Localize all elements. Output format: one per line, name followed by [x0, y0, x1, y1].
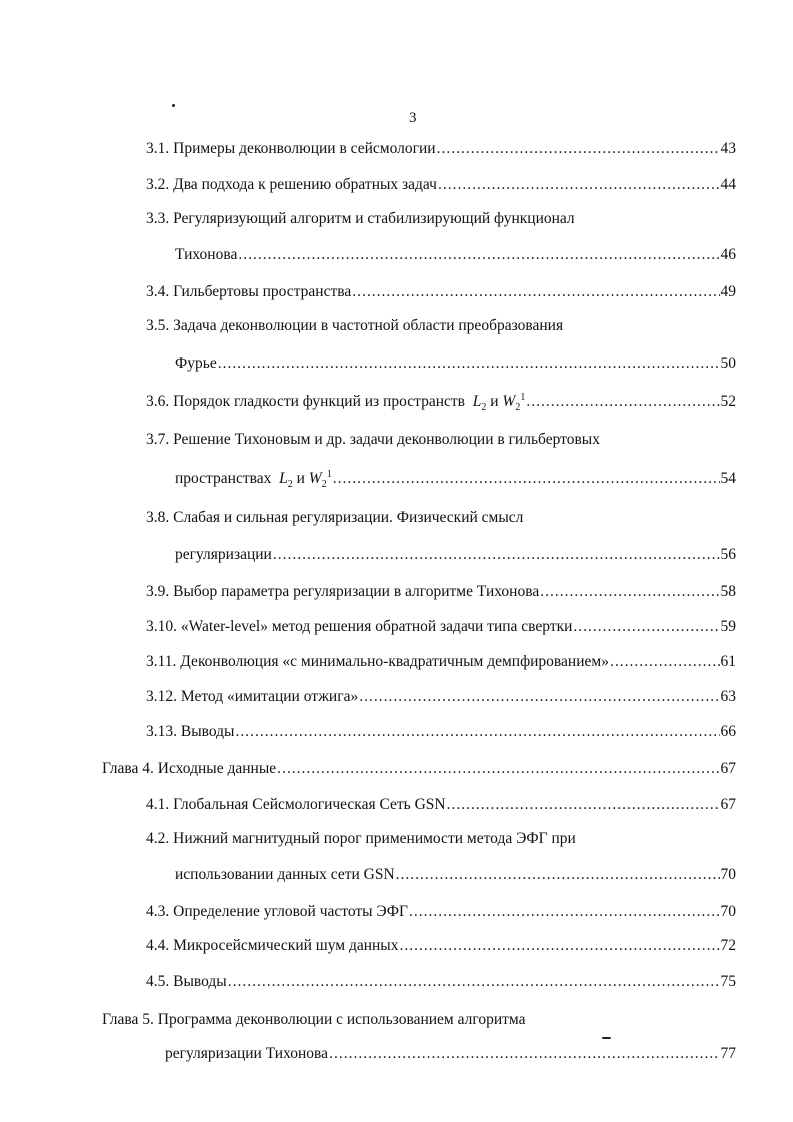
toc-entry-page: 75	[720, 973, 736, 990]
toc-entry-label: 4.1. Глобальная Сейсмологическая Сеть GSN	[146, 796, 446, 813]
leader-dots	[238, 245, 719, 265]
page-number: 3	[409, 110, 417, 126]
toc-entry	[146, 722, 736, 742]
leader-dots	[277, 759, 719, 779]
toc-entry	[146, 687, 736, 707]
toc-chapter-entry	[165, 1044, 736, 1064]
leader-dots	[333, 469, 720, 489]
toc-entry-heading	[146, 430, 600, 450]
toc-entry	[146, 936, 736, 956]
toc-entry-label: использовании данных сети GSN	[175, 866, 395, 883]
toc-entry-page: 70	[720, 903, 736, 920]
toc-entry-page: 43	[720, 140, 736, 157]
leader-dots	[228, 972, 720, 992]
toc-entry	[146, 972, 736, 992]
toc-entry-text: 3.6. Порядок гладкости функций из пространств	[146, 393, 465, 410]
toc-entry-label: 3.12. Метод «имитации отжига»	[146, 688, 359, 705]
toc-entry-label	[175, 469, 332, 489]
toc-entry-label: Глава 4. Исходные данные	[102, 760, 277, 777]
toc-entry-text: пространствах	[175, 470, 272, 487]
toc-entry-label: 4.3. Определение угловой частоты ЭФГ	[146, 903, 408, 920]
leader-dots	[329, 1044, 719, 1064]
toc-entry-heading	[146, 829, 576, 849]
toc-entry	[146, 139, 736, 159]
math-space-L2: $L_2$	[279, 470, 293, 491]
toc-entry-label: 4.4. Микросейсмический шум данных	[146, 937, 399, 954]
math-space-W21: $W_2^1$	[308, 468, 332, 491]
leader-dots	[218, 354, 720, 374]
toc-entry	[146, 282, 736, 302]
toc-entry-label: 3.11. Деконволюция «с минимально-квадратичным демпфированием»	[146, 653, 609, 670]
leader-dots	[359, 687, 719, 707]
leader-dots	[235, 722, 719, 742]
leader-dots	[409, 902, 720, 922]
toc-entry-label: 3.8. Слабая и сильная регуляризации. Физический смысл	[146, 509, 524, 526]
toc-entry-label: Глава 5. Программа деконволюции с использованием алгоритма	[102, 1011, 526, 1028]
toc-entry-label: 3.5. Задача деконволюции в частотной области преобразования	[146, 317, 564, 334]
toc-entry-label: 3.9. Выбор параметра регуляризации в алгоритме Тихонова	[146, 583, 540, 600]
leader-dots	[352, 282, 719, 302]
toc-entry-label: 3.7. Решение Тихоновым и др. задачи деконволюции в гильбертовых	[146, 431, 600, 448]
toc-entry	[175, 545, 736, 565]
toc-entry-page: 72	[720, 937, 736, 954]
math-space-W21: $W_2^1$	[502, 391, 526, 414]
toc-entry-page: 44	[720, 176, 736, 193]
toc-entry-page: 49	[720, 283, 736, 300]
leader-dots	[540, 582, 719, 602]
leader-dots	[526, 392, 719, 412]
toc-entry	[175, 245, 736, 265]
toc-entry-page: 59	[720, 618, 736, 635]
toc-entry-page: 67	[720, 796, 736, 813]
toc-entry-label: 4.5. Выводы	[146, 973, 227, 990]
toc-entry-page: 66	[720, 723, 736, 740]
toc-entry-heading	[146, 508, 523, 528]
toc-entry	[146, 795, 736, 815]
leader-dots	[438, 175, 720, 195]
toc-entry-page: 58	[720, 583, 736, 600]
toc-entry-label: 3.2. Два подхода к решению обратных задач	[146, 176, 437, 193]
toc-chapter-entry	[102, 759, 736, 779]
toc-entry-page: 63	[720, 688, 736, 705]
leader-dots	[573, 617, 719, 637]
leader-dots	[396, 865, 720, 885]
toc-chapter-heading	[102, 1010, 526, 1030]
toc-entry	[175, 354, 736, 374]
toc-entry-label: 3.10. «Water-level» метод решения обратной задачи типа свертки	[146, 618, 573, 635]
math-and: и	[490, 393, 499, 410]
toc-entry-label: 3.13. Выводы	[146, 723, 235, 740]
toc-entry-label: 3.4. Гильбертовы пространства	[146, 283, 352, 300]
toc-entry-page: 61	[720, 653, 736, 670]
toc-entry-page: 50	[720, 355, 736, 372]
leader-dots	[437, 139, 720, 159]
toc-entry-label: регуляризации	[175, 546, 272, 563]
toc-entry-label	[146, 392, 525, 412]
toc-entry	[146, 392, 736, 412]
toc-entry	[146, 902, 736, 922]
math-space-L2: $L_2$	[472, 393, 487, 414]
toc-entry-label: Фурье	[175, 355, 217, 372]
toc-entry-heading	[146, 316, 563, 336]
toc-entry-label: Тихонова	[175, 246, 238, 263]
toc-entry	[175, 469, 736, 489]
scan-speck	[602, 1037, 611, 1039]
scan-speck	[172, 104, 175, 107]
toc-entry-page: 46	[720, 246, 736, 263]
toc-entry	[175, 865, 736, 885]
toc-entry-label: 3.3. Регуляризующий алгоритм и стабилизирующий функционал	[146, 210, 575, 227]
toc-entry-page: 56	[720, 546, 736, 563]
toc-entry-label: 4.2. Нижний магнитудный порог применимости метода ЭФГ при	[146, 830, 576, 847]
toc-entry-label: регуляризации Тихонова	[165, 1045, 329, 1062]
toc-entry	[146, 582, 736, 602]
toc-entry-page: 77	[720, 1045, 736, 1062]
toc-entry	[146, 617, 736, 637]
math-and: и	[296, 470, 305, 487]
toc-entry-heading	[146, 209, 575, 229]
toc-entry	[146, 652, 736, 672]
toc-entry-page: 70	[720, 866, 736, 883]
leader-dots	[399, 936, 719, 956]
leader-dots	[610, 652, 720, 672]
leader-dots	[273, 545, 720, 565]
toc-entry-page: 67	[720, 760, 736, 777]
toc-entry-page: 52	[720, 393, 736, 410]
toc-entry	[146, 175, 736, 195]
leader-dots	[447, 795, 720, 815]
toc-entry-label: 3.1. Примеры деконволюции в сейсмологии	[146, 140, 436, 157]
toc-entry-page: 54	[720, 470, 736, 487]
